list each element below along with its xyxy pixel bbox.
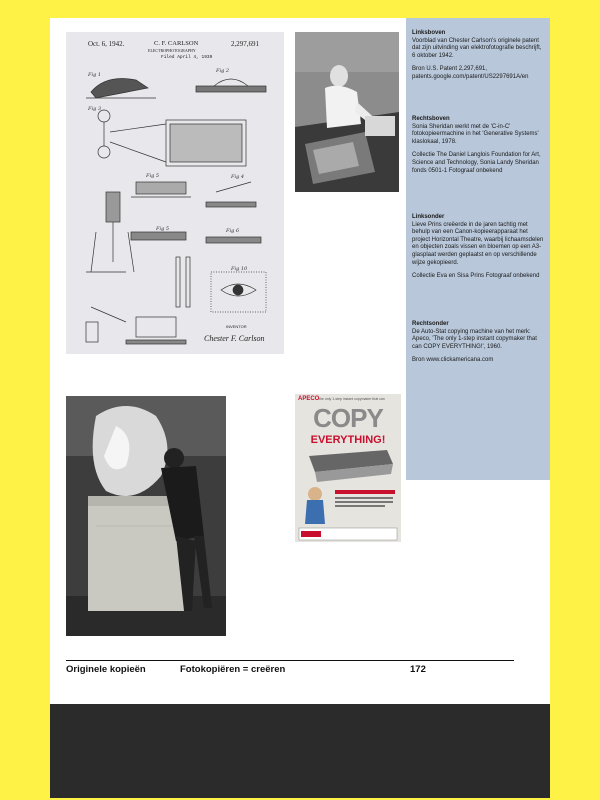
caption-source: Collectie The Daniel Langlois Foundation for Art, Science and Technology, Sonia Landy Sheridan fonds 0501-1 Fotograaf onbekend xyxy=(412,152,541,174)
patent-figures-drawing xyxy=(66,32,284,354)
footer-chapter-title: Fotokopiëren = creëren xyxy=(180,664,286,675)
dark-bottom-band xyxy=(50,704,550,798)
caption-heading: Rechtsonder xyxy=(412,321,449,327)
svg-text:Fig 5: Fig 5 xyxy=(146,173,160,179)
caption-source: Bron www.clickamericana.com xyxy=(412,357,494,364)
patent-inventor-label: INVENTOR xyxy=(226,324,247,329)
footer-rule xyxy=(66,660,514,661)
svg-text:Fig 1: Fig 1 xyxy=(88,72,102,78)
caption-source: Bron U.S. Patent 2,297,691, patents.google.com/patent/US2297691A/en xyxy=(412,66,529,80)
patent-signature: Chester F. Carlson xyxy=(204,334,265,343)
svg-text:Fig 6: Fig 6 xyxy=(226,228,240,234)
footer-section-title: Originele kopieën xyxy=(66,664,146,675)
patent-title: ELECTROPHOTOGRAPHY xyxy=(148,48,196,53)
svg-text:Fig 10: Fig 10 xyxy=(231,266,248,272)
photo-lieve-prins-drawing xyxy=(66,396,226,636)
book-page xyxy=(50,18,550,798)
caption-bottom-right xyxy=(412,321,544,371)
caption-source: Collectie Eva en Sisa Prins Fotograaf onbekend xyxy=(412,273,540,280)
ad-subheadline: EVERYTHING! xyxy=(310,434,386,446)
caption-top-left xyxy=(412,30,544,88)
photo-sonia-sheridan-drawing xyxy=(295,32,399,192)
ad-copier-drawing xyxy=(295,394,401,542)
svg-text:Fig 3: Fig 3 xyxy=(88,106,102,112)
patent-date: Oct. 6, 1942. xyxy=(88,40,125,48)
apeco-advertisement xyxy=(295,394,401,542)
patent-filed: Filed April 4, 1939 xyxy=(161,55,213,60)
patent-number: 2,297,691 xyxy=(231,40,259,48)
photo-lieve-prins xyxy=(66,396,226,636)
patent-inventor-name: C. F. CARLSON xyxy=(154,40,199,47)
caption-bottom-left xyxy=(412,214,544,287)
caption-text: Voorblad van Chester Carlson's originele patent dat zijn uitvinding van elektrofotografie beschrijft, 6 oktober 1942. xyxy=(412,37,542,59)
caption-text: Sonia Sheridan werkt met de 'C-in-C' fotokopieermachine in het 'Generative Systems' klaslokaal, 1978. xyxy=(412,123,539,145)
page-number: 172 xyxy=(410,664,426,675)
caption-heading: Linksonder xyxy=(412,214,445,220)
captions-panel xyxy=(406,18,550,480)
patent-drawing-image xyxy=(66,32,284,354)
caption-top-right xyxy=(412,116,544,181)
caption-text: De Auto-Stat copying machine van het merk: Apeco, 'The only 1-step instant copymaker that can COPY EVERYTHING!', 1960. xyxy=(412,328,537,350)
caption-heading: Rechtsboven xyxy=(412,116,450,122)
svg-text:Fig 2: Fig 2 xyxy=(216,68,230,74)
photo-sonia-sheridan xyxy=(295,32,399,192)
ad-headline: COPY xyxy=(313,403,383,433)
ad-brand: APECO xyxy=(298,396,320,402)
svg-text:Fig 4: Fig 4 xyxy=(231,174,245,180)
svg-text:Fig 5: Fig 5 xyxy=(156,226,170,232)
ad-tagline: the only 1-step instant copymaker that can xyxy=(319,397,385,401)
caption-heading: Linksboven xyxy=(412,30,446,36)
caption-text: Lieve Prins creëerde in de jaren tachtig met behulp van een Canon-kopieerapparaat het project Horizontal Theatre, waarbij lichaamsdelen en objecten zoals vissen en bloemen op een A3-glasplaat werden geplaatst en op verschillende wijze gekopieerd. xyxy=(412,221,544,266)
